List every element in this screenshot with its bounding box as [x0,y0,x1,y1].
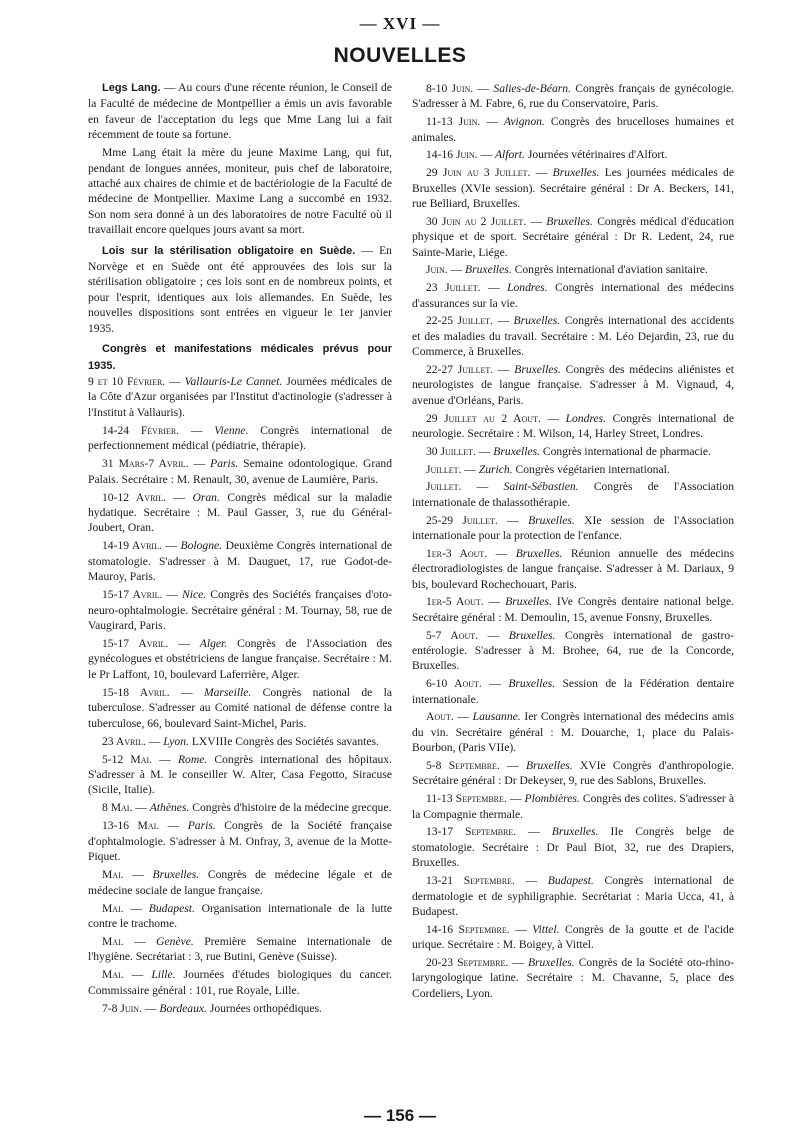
entry-text: Congrès de médecine légale et de médecine sociale de langue française. [88,868,392,897]
entry-city: Salies-de-Béarn. [493,82,571,95]
entry-separator: — [461,480,504,494]
entry-date: Aout. [426,710,454,724]
entry-date: 13-17 Septembre. [426,825,517,839]
entry-city: Bruxelles. [152,868,200,882]
entry-city: Bruxelles. [493,444,540,458]
congres-entry [412,479,734,510]
congres-entry [88,967,392,998]
entry-city: Genève. [156,935,194,949]
entry-date: 30 Juillet. [426,444,476,458]
congres-entry [88,374,392,420]
left-column [88,80,392,1019]
entry-city: Lille. [151,968,176,982]
congres-entry [412,214,734,260]
entry-separator: — [480,115,504,129]
congres-entry [88,685,392,731]
entry-city: Paris. [187,819,216,833]
entry-date: 10-12 Avril. [102,490,166,504]
entry-city: Bruxelles. [465,263,512,277]
congres-entry [88,636,392,682]
congres-entry [88,901,392,932]
congres-entry [412,594,734,625]
entry-text: Les journées médicales de Bruxelles (XVIe session). Secrétaire général : Dr A. Beckers, 141, rue Belliard, Bruxelles. [412,166,735,211]
entry-text: Congrès des Sociétés françaises d'oto-neuro-ophtalmologie. Secrétaire général : M. Tournay, 58, rue de Vaugirard, Paris. [88,588,392,632]
lois-text: — En Norvège et en Suède ont été approuvées des lois sur la stérilisation obligatoire ; ces lois sont en de nombreux points, et pour l'esprit, identiques aux lois allemandes. En Suède, les nouvelles dispositions sont entrées en vigueur le 1er janvier 1935. [88,243,392,335]
entry-separator: — [179,423,215,437]
page-number-roman: — XVI — [359,14,441,33]
entry-date: 6-10 Aout. [426,677,482,691]
entry-city: Nice. [182,588,207,602]
entry-separator: — [461,462,479,476]
congres-entry [412,313,734,359]
entry-text: Congrès international des accidents et des maladies du travail. Secrétaire : M. Léo Dejardin, 23, rue du Commerce, à Bruxelles. [412,314,734,359]
entry-text: Semaine odontologique. Grand Palais. Secrétaire : M. Renault, 30, avenue de Laumière, Paris. [88,457,392,486]
congres-entry [412,262,734,277]
entry-city: Bruxelles. [551,825,599,839]
legs-heading: Legs Lang. [102,82,161,94]
entry-date: 22-25 Juillet. [426,314,493,328]
congres-entry [412,147,734,162]
entry-text: Congrès international de pharmacie. [539,444,711,458]
entry-text: Réunion annuelle des médecins électroradiologistes de langue française. S'adresser à M. Dariaux, 9 bis, boulevard Rochechouart, Paris. [412,546,734,591]
entry-separator: — [506,792,525,806]
lois-paragraph [88,243,392,336]
entry-date: 29 Juillet au 2 Aout. [426,411,541,425]
entry-date: 29 Juin au 3 Juillet. [426,166,531,180]
entry-date: Juin. [426,263,448,277]
entry-date: 5-8 Septembre. [426,759,500,773]
congres-entry [412,873,734,919]
entry-text: XVIe Congrès d'anthropologie. Secrétaire général : Dr Dekeyser, 9, rue des Sablons, Bruxelles. [412,759,734,788]
congres-entry [412,444,734,459]
legs-paragraph [88,80,392,143]
entry-separator: — [447,263,466,277]
entry-date: 5-7 Aout. [426,628,479,642]
entry-city: Bruxelles. [525,759,573,773]
entry-date: 1er-5 Aout. [426,595,484,609]
entry-text: IVe Congrès dentaire national belge. Secrétaire général : M. Demoulin, 15, avenue Fonsny, Bruxelles. [412,595,735,624]
congres-entry [88,490,392,536]
entry-text: Première Semaine internationale de l'hygiène. Secrétariat : 3, rue Butini, Genève (Suisse). [88,935,393,964]
entry-city: Alger. [199,636,228,650]
entry-date: Mai. [102,968,124,982]
entry-city: Bruxelles. [515,546,563,560]
entry-date: 14-16 Septembre. [426,922,510,936]
entry-text: Congrès des brucelloses humaines et animales. [412,115,734,144]
entry-city: Bruxelles. [514,363,561,377]
entry-text: Congrès national de la tuberculose. S'adresser au Comité national de défense contre la tuberculose, 66, boulevard Saint-Michel, Paris. [88,685,392,730]
entry-text: Congrès de la Société française d'ophtalmologie. S'adresser à M. Onfray, 3, avenue de la Motte-Piquet. [88,819,392,864]
entry-city: Bruxelles. [513,314,561,328]
entry-separator: — [132,801,150,815]
entry-separator: — [493,363,515,377]
entry-date: Juillet. [426,480,462,494]
entry-text: Congrès de l'Association internationale de thalassothérapie. [412,480,734,509]
entry-city: Bruxelles. [552,166,600,180]
entry-text: Journées orthopédiques. [206,1001,322,1015]
congres-entry [412,922,734,953]
entry-city: Bruxelles. [508,628,556,642]
entry-date: 23 Juillet. [426,281,481,295]
entry-separator: — [497,513,529,527]
entry-date: 23 Avril. [102,734,146,748]
entry-text: Journées médicales de la Côte d'Azur organisées par l'Institut d'actinologie (s'adresser à l'Institut à Vallauris). [88,374,392,419]
entry-text: Journées d'études biologiques du cancer. Commissaire général : 101, rue Royale, Lille. [88,968,392,997]
congres-entry [412,462,734,477]
entry-city: Vallauris-Le Cannet. [184,374,283,388]
entry-city: Bordeaux. [159,1001,207,1015]
entry-separator: — [540,411,566,425]
congres-entry [88,423,392,454]
entry-text: Congrès de la goutte et de l'acide urique. Secrétaire : M. Boigey, à Vittel. [412,922,735,952]
congres-entry [412,411,734,442]
congres-entry [88,934,392,965]
congres-entry [412,280,734,311]
entry-city: Saint-Sébastien. [503,480,579,494]
entry-date: 13-16 Mai. [102,819,160,833]
entry-date: Mai. [102,901,124,915]
entry-city: Plombières. [524,792,580,806]
entry-city: Lyon. [163,734,189,748]
entry-city: Bologne. [180,539,223,553]
congres-entry [412,165,734,211]
lois-heading: Lois sur la stérilisation obligatoire en Suède. [102,244,356,257]
entry-date: Mai. [102,935,124,949]
entry-text: XIe session de l'Association internationale pour la protection de l'enfance. [412,513,734,543]
entry-separator: — [123,901,149,915]
entry-city: Zurich. [478,462,513,476]
entry-text: Congrès d'histoire de la médecine grecque. [189,801,392,815]
entry-separator: — [481,677,509,691]
entry-city: Athènes. [149,801,190,815]
entry-text: Congrès international des médecins d'assurances sur la vie. [412,281,734,310]
page-number: — 156 — [364,1106,436,1125]
congres-entry [412,676,734,707]
entry-date: 31 Mars-7 Avril. [102,457,189,471]
entry-city: Bruxelles. [527,955,575,969]
congres-entry [88,867,392,898]
entry-text: Congrès de la Société oto-rhino-laryngologique latine. Secrétaire : M. Chavanne, 5, place des Cordeliers, Lyon. [412,955,735,1000]
congres-entry [412,628,734,674]
entry-separator: — [161,539,181,553]
congres-entry [412,362,734,408]
congres-entry [412,513,734,544]
entry-date: 8-10 Juin. [426,82,474,95]
congres-list-right [412,81,734,1001]
congres-entry [412,114,734,145]
entry-separator: — [499,759,526,773]
page-title: NOUVELLES [333,44,467,67]
entry-text: Congrès international d'aviation sanitaire. [511,263,708,277]
entry-date: 11-13 Septembre. [426,792,507,806]
entry-text: Congrès végétarien international. [512,462,670,476]
entry-separator: — [123,968,152,982]
entry-date: 1er-3 Aout. [426,546,488,560]
entry-separator: — [168,636,200,650]
entry-city: Rome. [177,752,208,766]
entry-city: Bruxelles. [508,677,556,691]
entry-separator: — [141,1001,160,1015]
entry-separator: — [475,444,494,458]
entry-text: Congrès de l'Association des gynécologues et obstétriciens de langue française. Secrétaire : M. le Pr Laffont, 10, boulevard Laferrière, Alger. [88,636,393,681]
entry-separator: — [492,314,514,328]
entry-text: Session de la Fédération dentaire internationale. [412,677,734,706]
entry-date: Juillet. [426,462,462,476]
entry-separator: — [188,457,211,471]
entry-city: Budapest. [148,901,195,915]
entry-separator: — [162,588,183,602]
entry-city: Avignon. [503,115,545,129]
entry-city: Marseille. [203,685,252,699]
entry-date: 14-24 Février. [102,423,180,437]
entry-text: Congrès médical d'éducation physique et de sport. Secrétaire général : Dr R. Ledent, 24, rue Sainte-Marie, Liége. [412,214,735,259]
entry-text: Congrès international de gastro-entérologie. S'adresser à M. Brohee, 64, rue de la Concorde, Bruxelles. [412,628,734,673]
entry-separator: — [169,685,204,699]
entry-city: Budapest. [547,874,594,888]
congres-entry [88,587,392,633]
entry-separator: — [159,819,188,833]
entry-separator: — [165,374,185,388]
entry-city: Vienne. [214,423,249,437]
congres-heading-paragraph [88,341,392,374]
congres-entry [412,791,734,822]
congres-entry [412,546,734,592]
congres-entry [88,456,392,487]
entry-city: Vittel. [532,922,560,936]
entry-city: Paris. [210,457,239,471]
entry-text: Congrès des colites. S'adresser à la Compagnie thermale. [412,792,734,821]
entry-date: 7-8 Juin. [102,1001,142,1015]
entry-separator: — [123,935,157,949]
congres-list-left [88,374,392,1016]
entry-separator: — [477,148,495,162]
entry-separator: — [514,874,548,888]
entry-separator: — [165,490,193,504]
entry-separator: — [508,955,528,969]
entry-date: 25-29 Juillet. [426,513,498,527]
entry-text: Congrès international de neurologie. Secrétaire : M. Wilson, 14, Harley Street, Londres. [412,411,735,441]
entry-date: 20-23 Septembre. [426,955,509,969]
entry-city: Bruxelles. [546,214,593,228]
entry-separator: — [509,922,533,936]
legs-text: — Au cours d'une récente réunion, le Conseil de la Faculté de médecine de Montpellier a émis un avis favorable en faveur de l'acceptation du legs que Mme Lang lui a fait récemment de toute sa fortune. [88,81,392,142]
congres-entry [88,1001,392,1016]
congres-entry [88,734,392,749]
entry-text: LXVIIIe Congrès des Sociétés savantes. [188,734,379,748]
entry-separator: — [473,82,494,95]
entry-date: Mai. [102,868,124,882]
entry-date: 14-19 Avril. [102,539,162,553]
entry-separator: — [145,734,164,748]
entry-date: 15-17 Avril. [102,636,169,650]
entry-city: Londres. [565,411,607,425]
entry-city: Londres. [507,281,548,295]
congres-entry [88,818,392,864]
entry-date: 11-13 Juin. [426,115,481,129]
entry-city: Bruxelles. [505,595,552,609]
entry-date: 13-21 Septembre. [426,874,515,888]
legs-paragraph-2: Mme Lang était la mère du jeune Maxime Lang, qui fut, pendant de longues années, moniteur, puis chef de laboratoire, attaché aux chaires de chimie et de bactériologie de la Faculté de médecine de Montpellier. Maxime Lang a succombé en 1932. Son nom sera donné à un des laboratoires de notre Faculté où il travaillait encore quelques jours avant sa mort. [88,146,392,237]
entry-separator: — [487,546,516,560]
entry-text: Congrès français de gynécologie. S'adresser à M. Fabre, 6, rue du Conservatoire, Paris. [412,82,735,111]
congres-entry [412,955,734,1001]
congres-entry [412,709,734,755]
congres-entry [88,800,392,815]
entry-text: Organisation internationale de la lutte contre le trachome. [88,901,393,931]
entry-city: Alfort. [494,148,525,162]
entry-text: Congrès des médecins aliénistes et neurologistes de langue française. S'adresser à M. Vignaud, 4, avenue d'Orléans, Paris. [412,363,734,407]
entry-city: Lausanne. [472,710,521,724]
entry-text: Ier Congrès international des médecins amis du vin. Secrétaire général : M. Douarche, 1, place du Palais-Bourbon, (Paris VIIe). [412,710,734,755]
entry-date: 8 Mai. [102,801,133,815]
entry-text: Congrès médical sur la maladie hydatique. Secrétaire : M. Paul Gasser, 3, rue du Général-Joubert, Oran. [88,490,393,535]
entry-separator: — [530,166,553,180]
entry-text: Journées vétérinaires d'Alfort. [524,148,668,162]
entry-separator: — [453,710,473,724]
entry-text: IIe Congrès belge de stomatologie. Secrétaire : Dr Paul Biot, 32, rue des Drapiers, Bruxelles. [412,825,735,870]
congres-entry [88,538,392,584]
congres-heading: Congrès et manifestations médicales prévus pour 1935. [88,343,392,372]
entry-separator: — [480,281,508,295]
entry-city: Oran. [192,490,220,504]
entry-text: Deuxième Congrès international de stomatologie. S'adresser à M. Dauguet, 17, rue Godot-de-Mauroy, Paris. [88,539,393,584]
entry-separator: — [123,868,153,882]
congres-entry [412,758,734,789]
entry-date: 9 et 10 Février. [88,374,166,388]
congres-entry [412,81,734,112]
entry-text: Congrès international des hôpitaux. S'adresser à M. le conseiller W. Alter, Casa Fegotto, Siracuse (Sicile, Italie). [88,752,392,797]
congres-entry [88,752,392,798]
right-column [412,81,734,1004]
entry-separator: — [152,752,178,766]
entry-text: Congrès international de dermatologie et de syphiligraphie. Secrétariat : Maria Ucca, 41, à Budapest. [412,874,735,918]
entry-city: Bruxelles. [528,513,575,527]
entry-date: 15-17 Avril. [102,588,163,602]
entry-date: 14-16 Juin. [426,148,478,162]
entry-date: 30 Juin au 2 Juillet. [426,214,527,228]
entry-separator: — [526,214,547,228]
entry-separator: — [516,825,552,839]
entry-date: 22-27 Juillet. [426,363,494,377]
entry-date: 5-12 Mai. [102,752,153,766]
entry-text: Congrès international de perfectionnement médical (pédiatrie, thérapie). [88,423,393,453]
entry-separator: — [483,595,506,609]
congres-entry [412,824,734,870]
entry-separator: — [478,628,509,642]
entry-date: 15-18 Avril. [102,685,170,699]
